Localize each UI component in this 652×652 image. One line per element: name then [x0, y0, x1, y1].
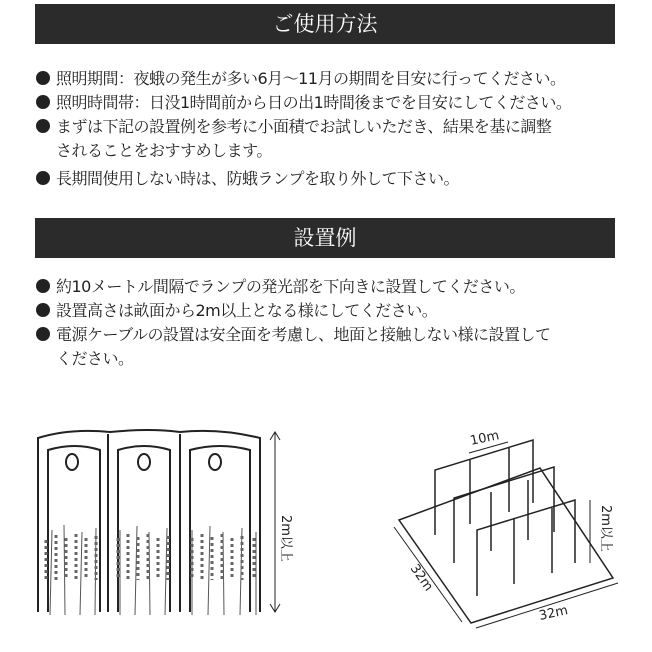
bullet-icon [36, 327, 50, 341]
bullet-icon [36, 71, 50, 85]
depth-label: 32m [406, 561, 436, 595]
usage-item [36, 166, 459, 189]
bullet-icon [36, 279, 50, 293]
example-text: 電源ケーブルの設置は安全面を考慮し、地面と接触しない様に設置して [56, 325, 551, 344]
bullet-icon [36, 119, 50, 133]
usage-text: 長期間使用しない時は、防蛾ランプを取り外して下さい。 [56, 169, 460, 188]
usage-text: 照明時間帯：日没1時間前から日の出1時間後までを目安にしてください。 [56, 93, 572, 112]
height-label: 2m以上 [598, 505, 613, 552]
usage-item [36, 66, 566, 89]
bullet-icon [36, 303, 50, 317]
example-header: 設置例 [35, 218, 615, 258]
example-text: 設置高さは畝面から2m以上となる様にしてください。 [56, 301, 438, 320]
spacing-label: 10m [468, 428, 501, 449]
example-text: 約10メートル間隔でランプの発光部を下向きに設置してください。 [56, 277, 525, 296]
usage-item-continued [36, 138, 272, 161]
usage-text: まずは下記の設置例を参考に小面積でお試しいただき、結果を基に調整 [56, 117, 552, 136]
example-item [36, 298, 437, 321]
isometric-diagram [380, 420, 652, 652]
usage-text: されることをおすすめします。 [56, 141, 272, 160]
bullet-icon [36, 95, 50, 109]
usage-item [36, 90, 571, 113]
usage-text: 照明期間：夜蛾の発生が多い6月～11月の期間を目安に行ってください。 [56, 69, 566, 88]
example-text: ください。 [56, 349, 134, 368]
side-view-diagram [20, 420, 320, 630]
usage-header: ご使用方法 [35, 4, 615, 44]
example-item [36, 274, 525, 297]
crop-plants [50, 525, 256, 615]
width-label: 32m [537, 603, 570, 624]
example-item-continued [36, 346, 134, 369]
usage-item [36, 114, 551, 137]
bullet-icon [36, 171, 50, 185]
height-label: 2m以上 [278, 515, 293, 562]
example-item [36, 322, 551, 345]
lamp-icons [66, 454, 221, 470]
